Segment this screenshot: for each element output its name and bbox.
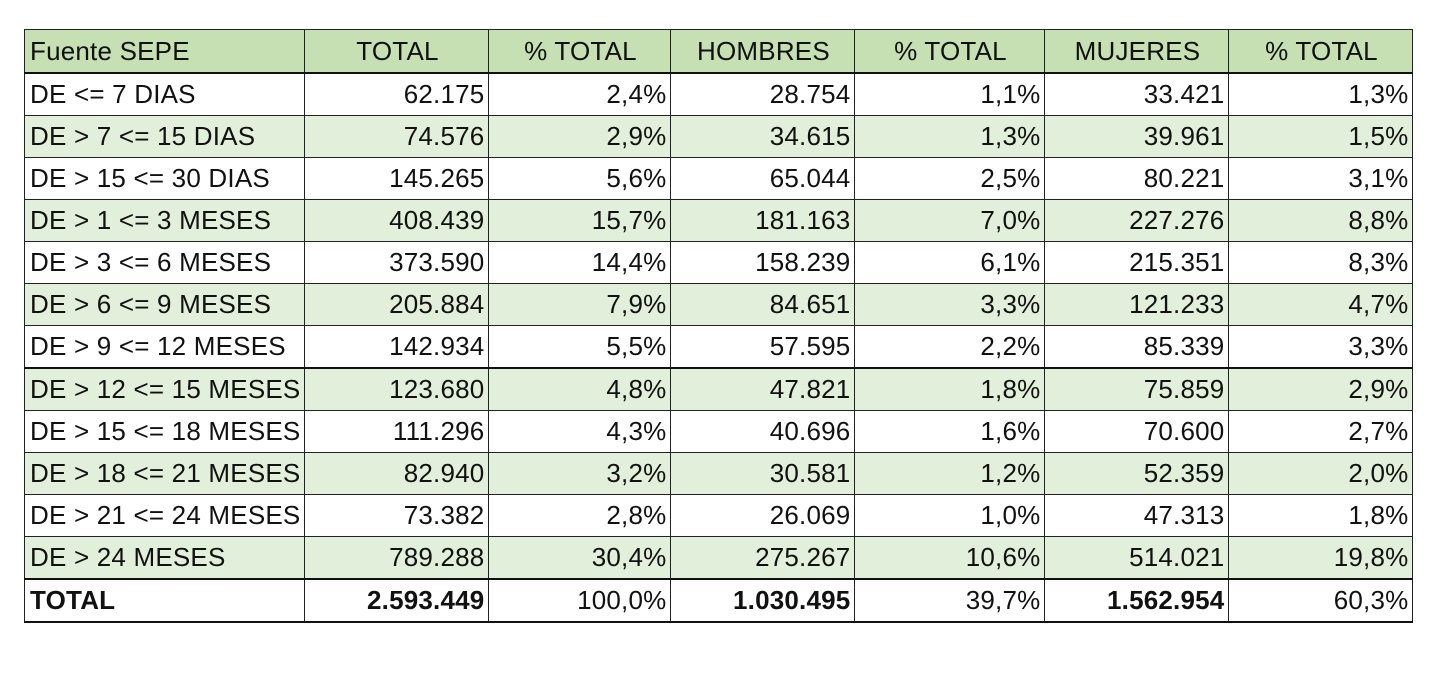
cell-women: 215.351 (1045, 242, 1229, 284)
cell-pct-men: 2,5% (855, 158, 1045, 200)
table-row (25, 158, 1413, 200)
cell-men: 84.651 (671, 284, 855, 326)
cell-pct-total: 5,5% (489, 326, 671, 369)
table-row (25, 495, 1413, 537)
cell-pct-men: 1,3% (855, 116, 1045, 158)
cell-pct-women: 3,3% (1229, 326, 1413, 369)
cell-men: 57.595 (671, 326, 855, 369)
cell-pct-total: 5,6% (489, 158, 671, 200)
cell-pct-men: 7,0% (855, 200, 1045, 242)
cell-pct-men: 1,6% (855, 411, 1045, 453)
total-row (25, 579, 1413, 622)
cell-pct-men: 1,8% (855, 368, 1045, 411)
cell-pct-total: 15,7% (489, 200, 671, 242)
cell-total: 123.680 (305, 368, 489, 411)
cell-total: 408.439 (305, 200, 489, 242)
cell-women: 80.221 (1045, 158, 1229, 200)
cell-pct-women: 8,8% (1229, 200, 1413, 242)
cell-men: 28.754 (671, 73, 855, 116)
cell-pct-total: 30,4% (489, 537, 671, 580)
header-men: HOMBRES (671, 30, 855, 74)
total-cell-pct-total: 100,0% (489, 579, 671, 622)
row-label: DE > 15 <= 18 MESES (25, 411, 305, 453)
row-label: DE > 6 <= 9 MESES (25, 284, 305, 326)
cell-women: 52.359 (1045, 453, 1229, 495)
cell-pct-women: 2,7% (1229, 411, 1413, 453)
total-cell-pct-women: 60,3% (1229, 579, 1413, 622)
row-label: DE > 15 <= 30 DIAS (25, 158, 305, 200)
cell-pct-men: 1,2% (855, 453, 1045, 495)
row-label: DE > 18 <= 21 MESES (25, 453, 305, 495)
cell-pct-women: 1,5% (1229, 116, 1413, 158)
header-pct-women: % TOTAL (1229, 30, 1413, 74)
header-source: Fuente SEPE (25, 30, 305, 74)
cell-pct-total: 4,8% (489, 368, 671, 411)
table-row (25, 411, 1413, 453)
cell-pct-total: 7,9% (489, 284, 671, 326)
cell-women: 227.276 (1045, 200, 1229, 242)
table-row (25, 368, 1413, 411)
cell-total: 145.265 (305, 158, 489, 200)
total-cell-pct-men: 39,7% (855, 579, 1045, 622)
row-label: DE > 3 <= 6 MESES (25, 242, 305, 284)
cell-total: 74.576 (305, 116, 489, 158)
cell-pct-total: 14,4% (489, 242, 671, 284)
cell-women: 33.421 (1045, 73, 1229, 116)
table-row (25, 116, 1413, 158)
cell-pct-men: 3,3% (855, 284, 1045, 326)
header-women: MUJERES (1045, 30, 1229, 74)
header-total: TOTAL (305, 30, 489, 74)
cell-total: 82.940 (305, 453, 489, 495)
cell-pct-women: 19,8% (1229, 537, 1413, 580)
cell-men: 40.696 (671, 411, 855, 453)
cell-men: 181.163 (671, 200, 855, 242)
cell-pct-women: 2,9% (1229, 368, 1413, 411)
row-label: DE <= 7 DIAS (25, 73, 305, 116)
cell-pct-men: 2,2% (855, 326, 1045, 369)
cell-pct-women: 1,3% (1229, 73, 1413, 116)
table-row (25, 537, 1413, 580)
table-row (25, 284, 1413, 326)
header-row (25, 30, 1413, 74)
cell-pct-total: 2,8% (489, 495, 671, 537)
cell-total: 111.296 (305, 411, 489, 453)
cell-total: 142.934 (305, 326, 489, 369)
cell-men: 47.821 (671, 368, 855, 411)
cell-total: 62.175 (305, 73, 489, 116)
cell-women: 47.313 (1045, 495, 1229, 537)
cell-pct-women: 8,3% (1229, 242, 1413, 284)
cell-pct-men: 10,6% (855, 537, 1045, 580)
cell-women: 75.859 (1045, 368, 1229, 411)
cell-total: 373.590 (305, 242, 489, 284)
table-row (25, 326, 1413, 369)
cell-total: 789.288 (305, 537, 489, 580)
cell-men: 30.581 (671, 453, 855, 495)
cell-total: 205.884 (305, 284, 489, 326)
table-row (25, 200, 1413, 242)
cell-pct-men: 6,1% (855, 242, 1045, 284)
row-label: DE > 9 <= 12 MESES (25, 326, 305, 369)
cell-pct-men: 1,1% (855, 73, 1045, 116)
table-row (25, 73, 1413, 116)
row-label: DE > 7 <= 15 DIAS (25, 116, 305, 158)
cell-women: 85.339 (1045, 326, 1229, 369)
cell-pct-women: 1,8% (1229, 495, 1413, 537)
cell-pct-total: 4,3% (489, 411, 671, 453)
row-label: DE > 12 <= 15 MESES (25, 368, 305, 411)
cell-pct-women: 3,1% (1229, 158, 1413, 200)
total-cell-total: 2.593.449 (305, 579, 489, 622)
cell-pct-women: 2,0% (1229, 453, 1413, 495)
row-label: DE > 1 <= 3 MESES (25, 200, 305, 242)
cell-men: 65.044 (671, 158, 855, 200)
total-label: TOTAL (25, 579, 305, 622)
cell-men: 34.615 (671, 116, 855, 158)
row-label: DE > 24 MESES (25, 537, 305, 580)
unemployment-duration-table (24, 29, 1413, 623)
table-row (25, 242, 1413, 284)
cell-women: 514.021 (1045, 537, 1229, 580)
cell-women: 70.600 (1045, 411, 1229, 453)
cell-men: 158.239 (671, 242, 855, 284)
cell-women: 39.961 (1045, 116, 1229, 158)
cell-pct-women: 4,7% (1229, 284, 1413, 326)
cell-pct-total: 2,9% (489, 116, 671, 158)
header-pct-men: % TOTAL (855, 30, 1045, 74)
cell-total: 73.382 (305, 495, 489, 537)
cell-women: 121.233 (1045, 284, 1229, 326)
cell-men: 275.267 (671, 537, 855, 580)
cell-men: 26.069 (671, 495, 855, 537)
cell-pct-total: 3,2% (489, 453, 671, 495)
row-label: DE > 21 <= 24 MESES (25, 495, 305, 537)
header-pct-total: % TOTAL (489, 30, 671, 74)
cell-pct-men: 1,0% (855, 495, 1045, 537)
total-cell-men: 1.030.495 (671, 579, 855, 622)
cell-pct-total: 2,4% (489, 73, 671, 116)
total-cell-women: 1.562.954 (1045, 579, 1229, 622)
table-row (25, 453, 1413, 495)
